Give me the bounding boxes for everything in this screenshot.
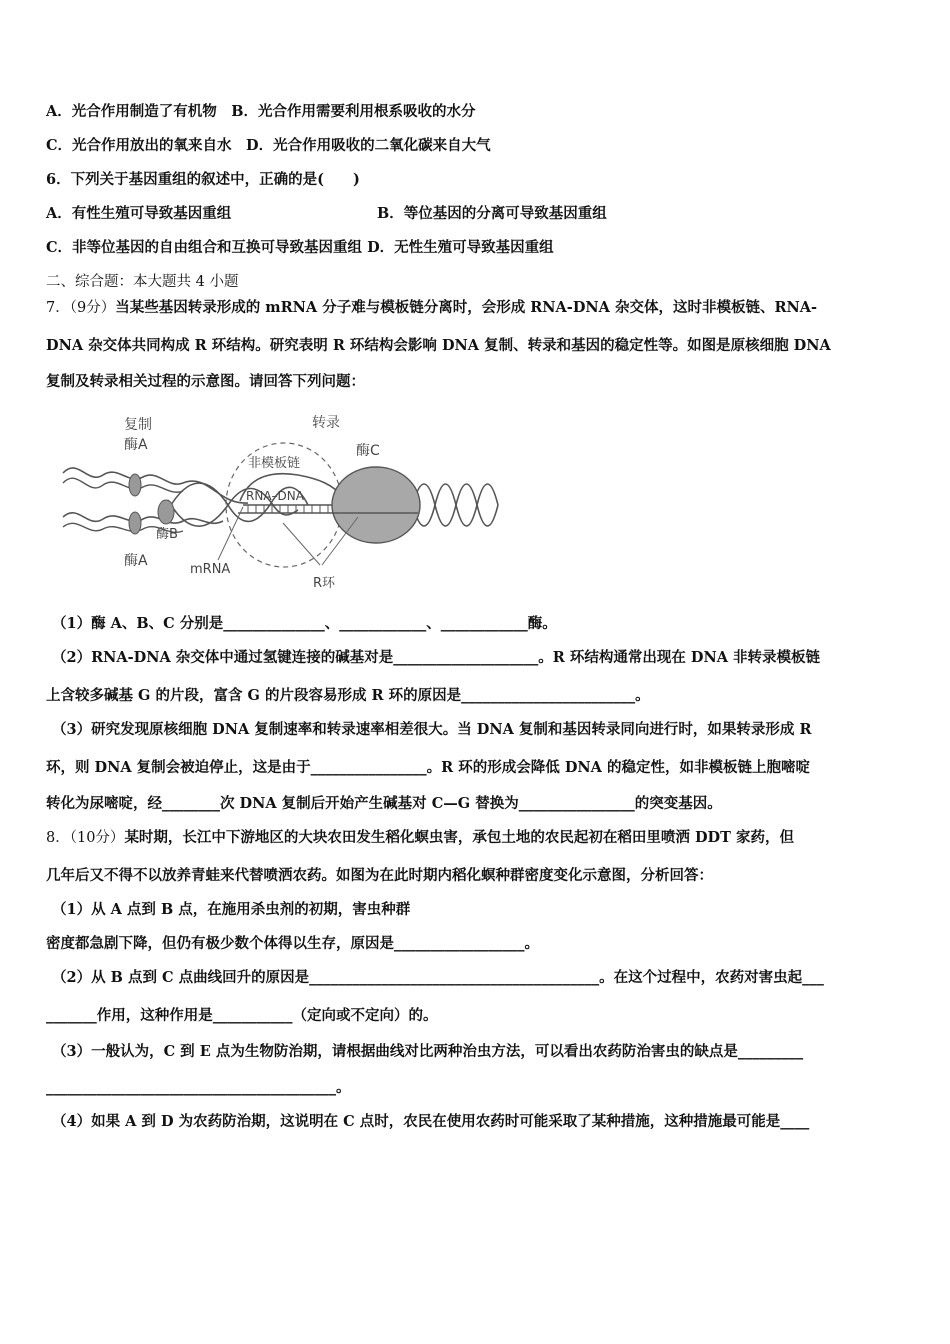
q8-intro-line-2: 几年后又不得不以放养青蛙来代替喷洒农药。如图为在此时期内稻化螟种群密度变化示意图，分析回答： bbox=[46, 867, 713, 884]
q5-options-ab: A．光合作用制造了有机物 B．光合作用需要利用根系吸收的水分 bbox=[46, 103, 476, 120]
q7-part-1: （1）酶 A、B、C 分别是______________、____________、____________酶。 bbox=[52, 615, 557, 632]
label-rna-dna: RNA–DNA bbox=[246, 489, 304, 503]
q6-option-b: B．等位基因的分离可导致基因重组 bbox=[377, 205, 607, 222]
label-enzyme-a-top: 酶A bbox=[124, 437, 148, 453]
q5-options-cd: C．光合作用放出的氧来自水 D．光合作用吸收的二氧化碳来自大气 bbox=[46, 137, 491, 154]
q7-part-3-line-3: 转化为尿嘧啶，经________次 DNA 复制后开始产生碱基对 C—G 替换为________________的突变基因。 bbox=[46, 795, 722, 812]
dna-replication-transcription-diagram bbox=[58, 405, 508, 600]
q8-part-3-line-2: ________________________________________。 bbox=[46, 1079, 351, 1096]
enzyme-b-shape bbox=[158, 500, 174, 524]
label-enzyme-b: 酶B bbox=[156, 527, 178, 542]
q8-part-4: （4）如果 A 到 D 为农药防治期，这说明在 C 点时，农民在使用农药时可能采取了某种措施，这种措施最可能是____ bbox=[52, 1113, 810, 1130]
label-enzyme-a-bottom: 酶A bbox=[124, 553, 148, 569]
q7-part-3-line-1: （3）研究发现原核细胞 DNA 复制速率和转录速率相差很大。当 DNA 复制和基因转录同向进行时，如果转录形成 R bbox=[52, 721, 812, 738]
enzyme-c-shape bbox=[332, 467, 420, 543]
q6-options-cd: C．非等位基因的自由组合和互换可导致基因重组 D．无性生殖可导致基因重组 bbox=[46, 239, 554, 256]
enzyme-a-top-shape bbox=[129, 474, 141, 496]
label-mrna: mRNA bbox=[190, 562, 231, 577]
q7-part-2-line-1: （2）RNA-DNA 杂交体中通过氢键连接的碱基对是____________________。R 环结构通常出现在 DNA 非转录模板链 bbox=[52, 649, 821, 666]
q7-number: 7．（9分） bbox=[46, 300, 116, 316]
q7-part-3-line-2: 环，则 DNA 复制会被迫停止，这是由于________________。R 环的形成会降低 DNA 的稳定性，如非模板链上胞嘧啶 bbox=[46, 759, 810, 776]
q8-number: 8．（10分） bbox=[46, 830, 125, 846]
mrna-leader-line bbox=[218, 507, 243, 560]
label-r-loop: R环 bbox=[313, 576, 336, 591]
q7-part-2-line-2: 上含较多碱基 G 的片段，富含 G 的片段容易形成 R 环的原因是________________________。 bbox=[46, 687, 650, 704]
dna-bottom-strand bbox=[63, 513, 223, 524]
label-replication: 复制 bbox=[124, 417, 152, 433]
q8-part-3-line-1: （3）一般认为，C 到 E 点为生物防治期，请根据曲线对比两种治虫方法，可以看出农药防治害虫的缺点是_________ bbox=[52, 1043, 804, 1060]
q7-intro-line-2: DNA 杂交体共同构成 R 环结构。研究表明 R 环结构会影响 DNA 复制、转录和基因的稳定性等。如图是原核细胞 DNA bbox=[46, 337, 831, 354]
base-pair-ticks bbox=[248, 505, 328, 513]
dna-helix-right-2 bbox=[413, 484, 498, 526]
q7-intro-text: 当某些基因转录形成的 mRNA 分子难与模板链分离时，会形成 RNA-DNA 杂交体，这时非模板链、RNA- bbox=[115, 299, 818, 316]
enzyme-a-bottom-shape bbox=[129, 512, 141, 534]
q8-part-2-line-1: （2）从 B 点到 C 点曲线回升的原因是________________________________________。在这个过程中，农药对害虫起___ bbox=[52, 969, 824, 986]
q8-intro-text: 某时期，长江中下游地区的大块农田发生稻化螟虫害，承包土地的农民起初在稻田里喷洒 DDT 家药，但 bbox=[124, 829, 794, 846]
label-transcription: 转录 bbox=[312, 415, 340, 431]
q8-part-2-line-2: _______作用，这种作用是___________（定向或不定向）的。 bbox=[46, 1007, 438, 1024]
q7-intro-line-3: 复制及转录相关过程的示意图。请回答下列问题： bbox=[46, 373, 365, 390]
label-non-template: 非模板链 bbox=[248, 456, 301, 471]
label-enzyme-c: 酶C bbox=[356, 443, 380, 459]
q8-intro-line-1 bbox=[46, 828, 794, 848]
q8-part-1-line-1: （1）从 A 点到 B 点，在施用杀虫剂的初期，害虫种群 bbox=[52, 901, 411, 918]
q7-intro-line-1 bbox=[46, 298, 817, 318]
q6-option-a: A．有性生殖可导致基因重组 bbox=[46, 205, 232, 222]
q8-part-1-line-2: 密度都急剧下降，但仍有极少数个体得以生存，原因是__________________。 bbox=[46, 935, 539, 952]
section-2-heading: 二、综合题：本大题共 4 小题 bbox=[46, 274, 239, 290]
q6-stem: 6．下列关于基因重组的叙述中，正确的是( ) bbox=[46, 171, 360, 188]
